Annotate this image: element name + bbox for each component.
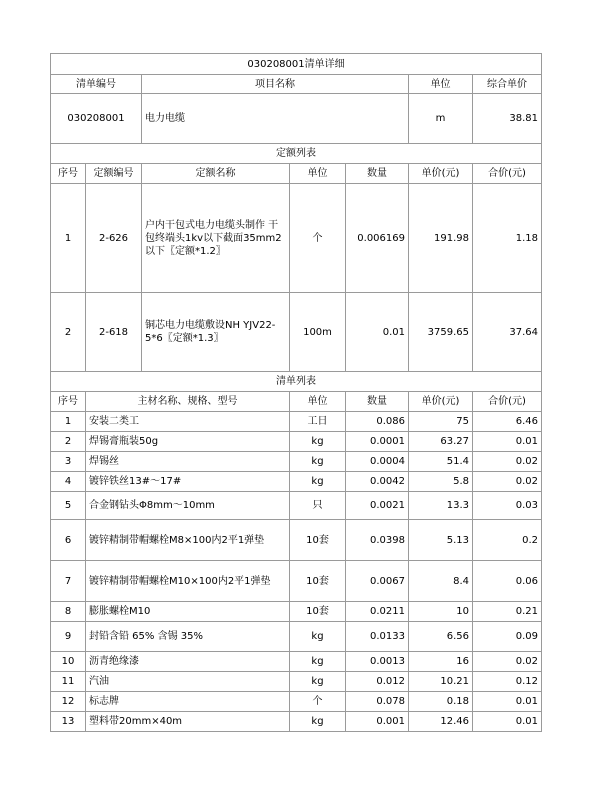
quota-code: 2-618 (86, 293, 142, 372)
material-no: 7 (51, 561, 86, 602)
material-qty: 0.0211 (346, 602, 409, 622)
material-name: 安装二类工 (86, 412, 290, 432)
material-name: 焊锡膏瓶装50g (86, 432, 290, 452)
table-row (51, 432, 542, 452)
quota-total: 37.64 (473, 293, 542, 372)
material-total: 0.01 (473, 432, 542, 452)
table-row (51, 184, 542, 293)
table-row (51, 293, 542, 372)
material-no: 4 (51, 472, 86, 492)
quota-col-no: 序号 (51, 164, 86, 184)
material-name: 膨胀螺栓M10 (86, 602, 290, 622)
material-price: 16 (409, 652, 473, 672)
code-label: 清单编号 (51, 75, 142, 94)
quota-price: 3759.65 (409, 293, 473, 372)
material-name: 合金钢钻头Φ8mm～10mm (86, 492, 290, 520)
material-qty: 0.0133 (346, 622, 409, 652)
quota-no: 2 (51, 293, 86, 372)
quota-qty: 0.01 (346, 293, 409, 372)
material-qty: 0.012 (346, 672, 409, 692)
quota-col-unit: 单位 (290, 164, 346, 184)
quota-col-name: 定额名称 (142, 164, 290, 184)
table-row (51, 412, 542, 432)
material-unit: kg (290, 622, 346, 652)
material-total: 0.21 (473, 602, 542, 622)
item-price: 38.81 (473, 94, 542, 144)
table-row (51, 712, 542, 732)
material-name: 镀锌精制带帽螺栓M10×100内2平1弹垫 (86, 561, 290, 602)
material-no: 9 (51, 622, 86, 652)
material-total: 0.06 (473, 561, 542, 602)
table-row (51, 492, 542, 520)
table-row (51, 652, 542, 672)
material-no: 3 (51, 452, 86, 472)
table-row (51, 520, 542, 561)
material-qty: 0.001 (346, 712, 409, 732)
material-no: 12 (51, 692, 86, 712)
quota-header-row (51, 164, 542, 184)
quota-col-price: 单价(元) (409, 164, 473, 184)
material-unit: kg (290, 452, 346, 472)
quota-qty: 0.006169 (346, 184, 409, 293)
material-total: 0.01 (473, 692, 542, 712)
material-col-name: 主材名称、规格、型号 (86, 392, 290, 412)
material-total: 0.01 (473, 712, 542, 732)
material-price: 51.4 (409, 452, 473, 472)
material-price: 13.3 (409, 492, 473, 520)
table-row (51, 602, 542, 622)
material-unit: 只 (290, 492, 346, 520)
material-total: 0.02 (473, 452, 542, 472)
material-unit: 10套 (290, 561, 346, 602)
material-name: 焊锡丝 (86, 452, 290, 472)
material-price: 75 (409, 412, 473, 432)
quota-total: 1.18 (473, 184, 542, 293)
item-unit: m (409, 94, 473, 144)
price-label: 综合单价 (473, 75, 542, 94)
material-unit: 10套 (290, 520, 346, 561)
material-col-price: 单价(元) (409, 392, 473, 412)
material-col-no: 序号 (51, 392, 86, 412)
item-code: 030208001 (51, 94, 142, 144)
material-qty: 0.0004 (346, 452, 409, 472)
material-name: 汽油 (86, 672, 290, 692)
material-no: 1 (51, 412, 86, 432)
material-no: 5 (51, 492, 86, 520)
material-qty: 0.086 (346, 412, 409, 432)
material-qty: 0.0021 (346, 492, 409, 520)
material-name: 镀锌铁丝13#～17# (86, 472, 290, 492)
material-unit: kg (290, 472, 346, 492)
quota-unit: 个 (290, 184, 346, 293)
material-unit: 10套 (290, 602, 346, 622)
material-no: 11 (51, 672, 86, 692)
material-col-total: 合价(元) (473, 392, 542, 412)
material-section-title: 清单列表 (51, 372, 542, 392)
material-price: 8.4 (409, 561, 473, 602)
table-row (51, 672, 542, 692)
table-row (51, 452, 542, 472)
material-price: 0.18 (409, 692, 473, 712)
quota-unit: 100m (290, 293, 346, 372)
material-total: 0.2 (473, 520, 542, 561)
material-unit: 工日 (290, 412, 346, 432)
table-row (51, 692, 542, 712)
item-name: 电力电缆 (142, 94, 409, 144)
material-col-qty: 数量 (346, 392, 409, 412)
quota-section-row (51, 144, 542, 164)
material-price: 5.13 (409, 520, 473, 561)
quota-code: 2-626 (86, 184, 142, 293)
quota-section-title: 定额列表 (51, 144, 542, 164)
unit-label: 单位 (409, 75, 473, 94)
material-unit: kg (290, 432, 346, 452)
name-label: 项目名称 (142, 75, 409, 94)
material-qty: 0.0067 (346, 561, 409, 602)
material-total: 6.46 (473, 412, 542, 432)
material-no: 13 (51, 712, 86, 732)
material-unit: kg (290, 652, 346, 672)
material-price: 10.21 (409, 672, 473, 692)
material-price: 6.56 (409, 622, 473, 652)
material-qty: 0.078 (346, 692, 409, 712)
material-name: 镀锌精制带帽螺栓M8×100内2平1弹垫 (86, 520, 290, 561)
material-header-row (51, 392, 542, 412)
material-unit: 个 (290, 692, 346, 712)
material-price: 12.46 (409, 712, 473, 732)
quota-price: 191.98 (409, 184, 473, 293)
material-no: 2 (51, 432, 86, 452)
material-name: 塑料带20mm×40m (86, 712, 290, 732)
material-name: 标志牌 (86, 692, 290, 712)
table-row (51, 622, 542, 652)
material-col-unit: 单位 (290, 392, 346, 412)
page-title: 030208001清单详细 (51, 54, 542, 75)
quota-col-code: 定额编号 (86, 164, 142, 184)
material-no: 8 (51, 602, 86, 622)
material-unit: kg (290, 672, 346, 692)
material-unit: kg (290, 712, 346, 732)
table-row (51, 472, 542, 492)
material-no: 6 (51, 520, 86, 561)
material-section-row (51, 372, 542, 392)
material-price: 5.8 (409, 472, 473, 492)
item-row (51, 94, 542, 144)
quota-no: 1 (51, 184, 86, 293)
material-total: 0.09 (473, 622, 542, 652)
quota-name: 户内干包式电力电缆头制作 干包终端头1kv以下截面35mm2以下〖定额*1.2〗 (142, 184, 290, 293)
material-total: 0.02 (473, 652, 542, 672)
material-total: 0.12 (473, 672, 542, 692)
material-total: 0.02 (473, 472, 542, 492)
material-name: 沥青绝缘漆 (86, 652, 290, 672)
material-qty: 0.0001 (346, 432, 409, 452)
item-header-row (51, 75, 542, 94)
material-price: 63.27 (409, 432, 473, 452)
title-row (51, 54, 542, 75)
material-rows (51, 412, 542, 732)
material-name: 封铅含铅 65% 含锡 35% (86, 622, 290, 652)
table-row (51, 561, 542, 602)
quota-col-total: 合价(元) (473, 164, 542, 184)
material-no: 10 (51, 652, 86, 672)
bill-detail-table (50, 53, 542, 732)
quota-name: 铜芯电力电缆敷设NH YJV22-5*6〖定额*1.3〗 (142, 293, 290, 372)
material-qty: 0.0398 (346, 520, 409, 561)
material-price: 10 (409, 602, 473, 622)
quota-col-qty: 数量 (346, 164, 409, 184)
material-qty: 0.0042 (346, 472, 409, 492)
material-total: 0.03 (473, 492, 542, 520)
material-qty: 0.0013 (346, 652, 409, 672)
